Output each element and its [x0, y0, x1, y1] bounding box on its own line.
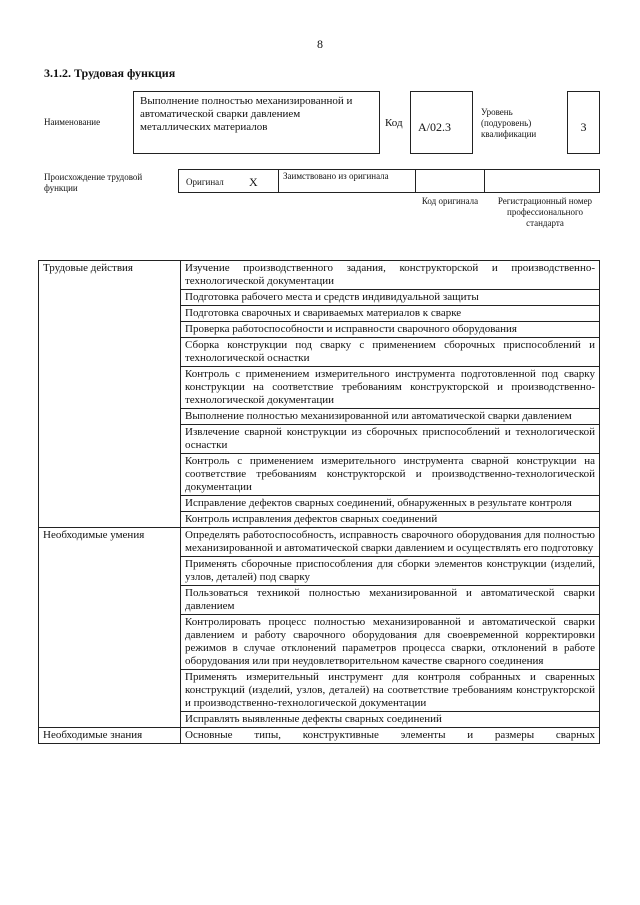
table-cell: Контролировать процесс полностью механизированной и автоматической сварки давлением и работу сварочного оборудования для своевременной корректировки режимов в случае отклонений параметров процесса сварки, отклонений в работе оборудования или при неудовлетворительном качестве сварного соединения [181, 615, 600, 670]
table-cell: Исправление дефектов сварных соединений, обнаруженных в результате контроля [181, 496, 600, 512]
code-label: Код [385, 117, 403, 129]
borrowed-cell [279, 170, 416, 192]
reg-number-cell [485, 170, 599, 192]
origin-code-caption: Код оригинала [421, 196, 479, 206]
table-cell: Контроль с применением измерительного инструмента подготовленной под сварку конструкции на соответствие требованиям конструкторской и производственно-технологической документации [181, 367, 600, 409]
table-cell: Исправлять выявленные дефекты сварных соединений [181, 712, 600, 728]
section-label-knowledge: Необходимые знания [39, 728, 181, 744]
reg-number-caption: Регистрационный номер профессионального стандарта [497, 196, 593, 228]
original-mark: X [249, 175, 258, 189]
section-title: 3.1.2. Трудовая функция [44, 66, 176, 80]
name-label: Наименование [44, 117, 101, 127]
section-label-skills: Необходимые умения [39, 528, 181, 728]
table-cell: Контроль исправления дефектов сварных соединений [181, 512, 600, 528]
table-cell: Изучение производственного задания, конструкторской и производственно-технологической документации [181, 261, 600, 290]
original-cell [179, 170, 279, 192]
origin-code-cell [416, 170, 485, 192]
table-cell: Выполнение полностью механизированной или автоматической сварки давлением [181, 409, 600, 425]
page-number: 8 [317, 37, 323, 51]
level-box [567, 91, 600, 154]
table-row [39, 261, 600, 290]
table-cell: Подготовка сварочных и свариваемых материалов к сварке [181, 306, 600, 322]
original-label: Оригинал [186, 177, 224, 187]
origin-row [178, 169, 600, 193]
table-cell: Основные типы, конструктивные элементы и размеры сварных [181, 728, 600, 744]
code-value: A/02.3 [418, 120, 451, 134]
function-details-table [38, 260, 600, 744]
function-name-box [133, 91, 380, 154]
table-row [39, 728, 600, 744]
table-cell: Проверка работоспособности и исправности сварочного оборудования [181, 322, 600, 338]
table-cell: Подготовка рабочего места и средств индивидуальной защиты [181, 290, 600, 306]
table-cell: Извлечение сварной конструкции из сборочных приспособлений и технологической оснастки [181, 425, 600, 454]
table-cell: Применять измерительный инструмент для контроля собранных и сваренных конструкций (изделий, узлов, деталей) на соответствие требованиям конструкторской и производственно-технологической документации [181, 670, 600, 712]
borrowed-label: Заимствовано из оригинала [283, 171, 389, 181]
table-row [39, 528, 600, 557]
table-cell: Определять работоспособность, исправность сварочного оборудования для полностью механизированной и автоматической сварки давлением и осуществлять его подготовку [181, 528, 600, 557]
level-label: Уровень (подуровень) квалификации [481, 107, 537, 139]
table-cell: Сборка конструкции под сварку с применением сборочных приспособлений и технологической оснастки [181, 338, 600, 367]
table-cell: Контроль с применением измерительного инструмента сварной конструкции на соответствие требованиям конструкторской и производственно-технологической документации [181, 454, 600, 496]
table-cell: Пользоваться техникой полностью механизированной и автоматической сварки давлением [181, 586, 600, 615]
origin-label: Происхождение трудовой функции [44, 172, 143, 193]
code-box [410, 91, 473, 154]
level-value: 3 [580, 120, 587, 134]
function-name-value: Выполнение полностью механизированной и автоматической сварки давлением металлических материалов [140, 95, 353, 133]
table-cell: Применять сборочные приспособления для сборки элементов конструкции (изделий, узлов, деталей) под сварку [181, 557, 600, 586]
section-label-actions: Трудовые действия [39, 261, 181, 528]
